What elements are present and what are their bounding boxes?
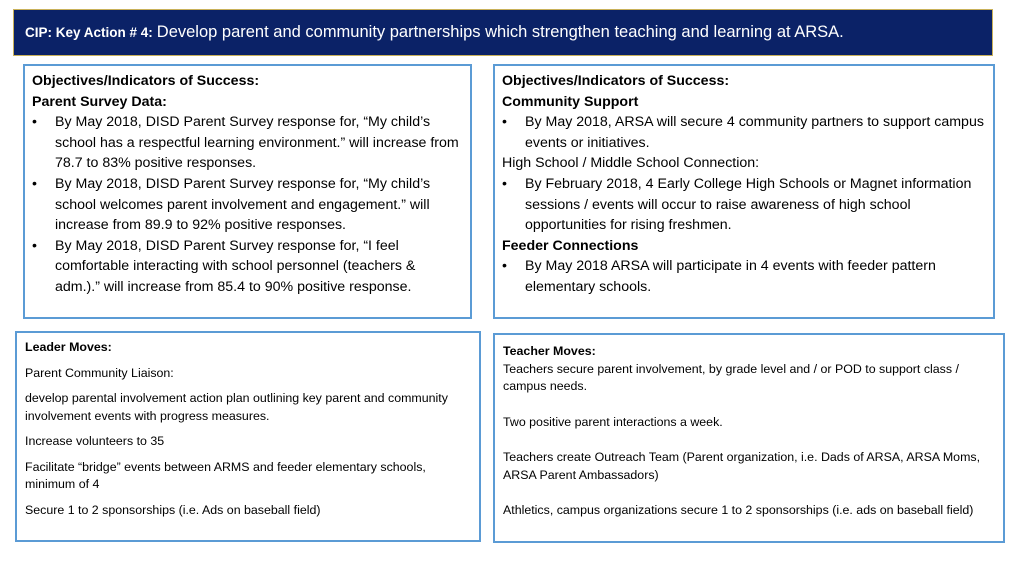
community-support-bullet-list [502,112,985,153]
bullet-item: • By May 2018, DISD Parent Survey response for, “My child’s school has a respectful learning environment.” will increase from 78.7 to 83% positive responses. [32,112,462,174]
parent-survey-heading: Parent Survey Data: [32,93,167,110]
community-objectives-box [493,64,995,319]
leader-moves-heading: Leader Moves: [25,340,112,354]
key-action-title: Develop parent and community partnerships which strengthen teaching and learning at ARSA. [156,23,844,41]
teacher-move-item: Athletics, campus organizations secure 1 to 2 sponsorships (i.e. ads on baseball field) [503,503,974,517]
leader-move-item: Secure 1 to 2 sponsorships (i.e. Ads on baseball field) [25,502,321,517]
school-connection-heading: High School / Middle School Connection: [502,155,760,172]
leader-move-item: Parent Community Liaison: [25,365,174,380]
objectives-heading: Objectives/Indicators of Success: [502,73,730,89]
leader-moves-box [15,331,481,542]
key-action-header [13,9,993,56]
bullet-item: • By May 2018, ARSA will secure 4 community partners to support campus events or initiatives. [502,112,985,153]
teacher-moves-box [493,333,1005,543]
objectives-heading: Objectives/Indicators of Success: [32,73,260,89]
bullet-item: • By May 2018 ARSA will participate in 4 events with feeder pattern elementary schools. [502,256,985,297]
leader-move-item: Facilitate “bridge” events between ARMS and feeder elementary schools, minimum of 4 [25,459,426,491]
key-action-tag: CIP: Key Action # 4: [25,25,153,40]
school-connection-bullet-list [502,174,985,236]
parent-survey-bullet-list [32,112,462,297]
bullet-item: • By February 2018, 4 Early College High Schools or Magnet information sessions / events will occur to raise awareness of high school opportunities for rising freshmen. [502,174,985,236]
bullet-item: • By May 2018, DISD Parent Survey response for, “My child’s school welcomes parent involvement and engagement.” will increase from 89.9 to 92% positive responses. [32,174,462,236]
parent-survey-objectives-box [23,64,472,319]
teacher-move-item: Teachers create Outreach Team (Parent organization, i.e. Dads of ARSA, ARSA Moms, ARSA Parent Ambassadors) [503,450,981,482]
community-support-heading: Community Support [502,93,639,110]
leader-move-item: develop parental involvement action plan outlining key parent and community involvement events with progress measures. [25,391,448,423]
feeder-connections-bullet-list [502,256,985,297]
feeder-connections-heading: Feeder Connections [502,237,639,254]
bullet-item: • By May 2018, DISD Parent Survey response for, “I feel comfortable interacting with school personnel (teachers & adm.).” will increase from 85.4 to 90% positive response. [32,236,462,298]
teacher-move-item: Teachers secure parent involvement, by grade level and / or POD to support class / campus needs. [503,361,959,393]
teacher-move-item: Two positive parent interactions a week. [503,414,723,429]
leader-move-item: Increase volunteers to 35 [25,434,165,448]
teacher-moves-heading: Teacher Moves: [503,344,596,358]
